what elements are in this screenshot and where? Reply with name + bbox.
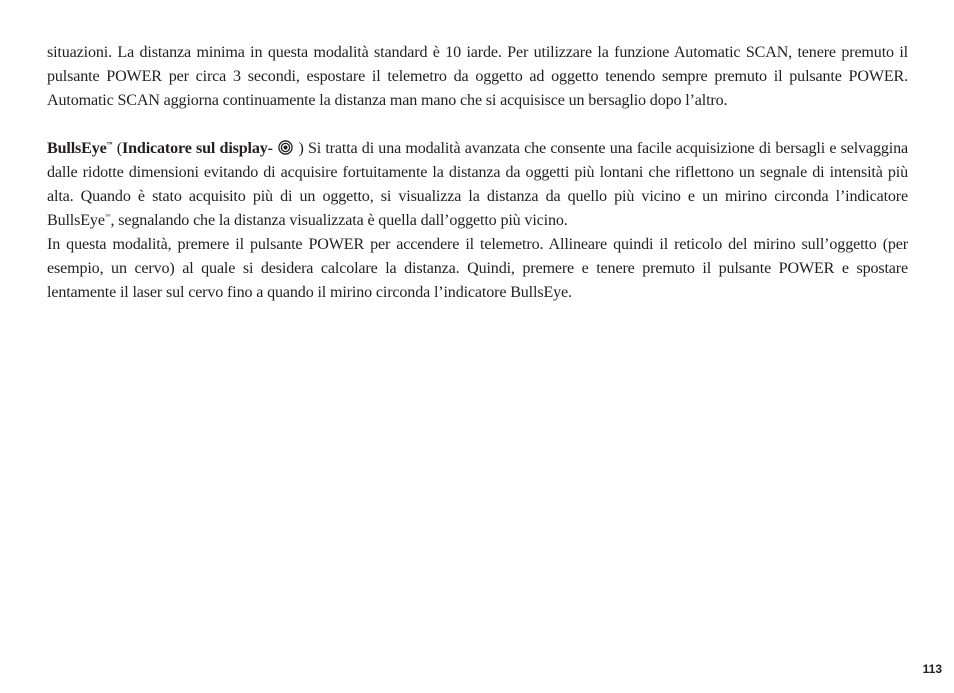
paragraph-bullseye xyxy=(47,137,908,233)
bullseye-target-icon xyxy=(278,140,293,155)
open-paren: ( xyxy=(112,140,122,157)
paragraph-bullseye-usage xyxy=(47,233,908,305)
document-body xyxy=(47,41,908,305)
paragraph-text: In questa modalità, premere il pulsante POWER per accendere il telemetro. Allineare quindi il reticolo del mirino sull’oggetto (per esempio, un cervo) al quale si desidera calcolare la distanza. Quindi, premere e tenere premuto il pulsante POWER e spostare lentamente il laser sul cervo fino a quando il mirino circonda l’indicatore BullsEye. xyxy=(47,236,908,301)
paragraph-spacer xyxy=(47,113,908,137)
label-dash: - xyxy=(267,140,278,157)
bullseye-description: ) Si tratta di una modalità avanzata che consente una facile acquisizione di bersagli e selvaggina dalle ridotte dimensioni evitando di acquisire fortuitamente la distanza da oggetti più lontani che riflettono un segnale di intensità più alta. Quando è stato acquisito più di un oggetto, si visualizza la distanza da quello più vicino e un mirino circonda l’indicatore BullsEye xyxy=(47,140,908,229)
paragraph-automatic-scan xyxy=(47,41,908,113)
bullseye-term: BullsEye™ xyxy=(47,140,113,157)
trademark-symbol: ™ xyxy=(104,214,111,220)
trademark-symbol: ™ xyxy=(106,142,113,148)
bullseye-description-end: , segnalando che la distanza visualizzata è quella dall’oggetto più vicino. xyxy=(110,212,568,229)
display-indicator-label: Indicatore sul display xyxy=(121,140,268,157)
page-number: 113 xyxy=(922,662,942,676)
paragraph-text: situazioni. La distanza minima in questa modalità standard è 10 iarde. Per utilizzare la funzione Automatic SCAN, tenere premuto il pulsante POWER per circa 3 secondi, espostare il telemetro da oggetto ad oggetto tenendo sempre premuto il pulsante POWER. Automatic SCAN aggiorna continuamente la distanza man mano che si acquisisce un bersaglio dopo l’altro. xyxy=(47,44,908,109)
